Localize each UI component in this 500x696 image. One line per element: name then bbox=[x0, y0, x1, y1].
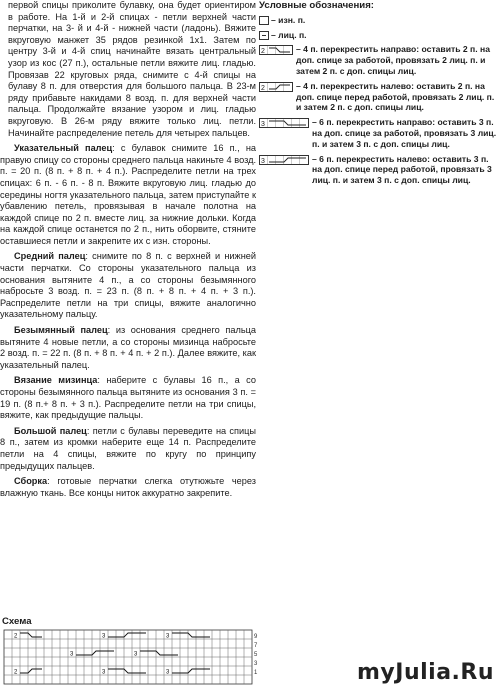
cross-left-4-icon bbox=[259, 82, 293, 92]
empty-cell-icon bbox=[259, 16, 268, 25]
legend-panel bbox=[259, 0, 500, 190]
chart-grid bbox=[4, 630, 252, 684]
legend-item-text: – лиц. п. bbox=[271, 29, 307, 40]
cable-cross-label: 2 bbox=[14, 669, 18, 676]
dash-cell-icon bbox=[259, 31, 268, 40]
section-text: : готовые перчатки слегка отутюжьте через влажную ткань. Все концы ниток аккуратно закрепите. bbox=[0, 476, 256, 498]
instruction-paragraph bbox=[0, 143, 256, 247]
legend-item-text: – изн. п. bbox=[271, 14, 306, 25]
knitting-chart bbox=[2, 628, 260, 694]
row-number: 7 bbox=[254, 643, 258, 649]
cable-cross-label: 3 bbox=[102, 669, 106, 676]
legend-item bbox=[259, 15, 500, 26]
section-heading: Сборка bbox=[14, 476, 48, 487]
instruction-paragraph bbox=[0, 251, 256, 321]
section-heading: Большой палец bbox=[14, 425, 87, 436]
legend-item bbox=[259, 117, 500, 149]
row-number: 9 bbox=[254, 634, 258, 640]
cable-cross-label: 3 bbox=[102, 633, 106, 640]
instruction-paragraph bbox=[0, 426, 256, 472]
cable-cross-label: 3 bbox=[134, 651, 138, 658]
section-text: : с булавок снимите 16 п., на правую спицу со стороны среднего пальца накиньте 4 возд. п. = 20 п. (8 п. + 8 п. + 4 п.). Распределите петли на трех спицах: 6 п. - 6 п. - 8 п. Вяжите вкруговую лиц. гладью до середины ногтя указательного пальца, затем приступайте к убавлению петель, провязывая в начале полотна на каждой спице по 2 п. вместе лиц. за нижние дольки. Когда на каждой спице останется по 2 п., нить оборвите, стяните оставшиеся петли и закрепите их с изн. стороны. bbox=[0, 143, 256, 246]
legend-title: Условные обозначения: bbox=[259, 0, 374, 11]
instruction-paragraph bbox=[0, 476, 256, 499]
legend-item-text: – 6 п. перекрестить направо: оставить 3 п. на доп. спице за работой, провязать 3 лиц. п. и затем 3 п. с доп. спицы лиц. bbox=[312, 117, 497, 149]
svg-text:3: 3 bbox=[261, 157, 265, 165]
legend-list bbox=[259, 15, 500, 186]
section-heading: Безымянный палец bbox=[14, 325, 108, 336]
legend-item bbox=[259, 81, 500, 113]
cross-right-4-icon bbox=[259, 45, 293, 55]
section-text: : из основания среднего пальца вытяните 4 новые петли, а со стороны мизинца набросьте 2 возд. п. = 22 п. (8 п. + 8 п. + 4 п. + 2 п.). Далее вяжите, как указательный палец. bbox=[0, 325, 256, 370]
legend-item-text: – 4 п. перекрестить направо: оставить 2 п. на доп. спице за работой, провязать 2 лиц. п. и затем 2 п. с доп. спицы лиц. bbox=[296, 44, 490, 76]
instruction-paragraph bbox=[0, 375, 256, 421]
section-heading: Средний палец bbox=[14, 251, 86, 262]
cable-cross-label: 3 bbox=[166, 669, 170, 676]
schema-title: Схема bbox=[2, 616, 32, 627]
row-number: 5 bbox=[254, 652, 258, 658]
cable-cross-label: 3 bbox=[70, 651, 74, 658]
svg-text:2: 2 bbox=[261, 48, 265, 56]
svg-text:3: 3 bbox=[261, 121, 265, 129]
section-text: : наберите с булавы 16 п., а со стороны безымянного пальца вытяните из основания 3 п. = 19 п. (8 п.+ 8 п. + 3 п.). Распределите петли на три спицы, вяжите, как предыдущие пальцы. bbox=[0, 375, 256, 421]
row-number: 3 bbox=[254, 661, 258, 667]
section-heading: Указательный палец bbox=[14, 143, 113, 154]
legend-item bbox=[259, 154, 500, 186]
legend-item bbox=[259, 44, 500, 76]
legend-item bbox=[259, 30, 500, 41]
section-text: : петли с булавы переведите на спицы 8 п., затем из кромки наберите еще 14 п. Распределите петли на 4 спицы, вяжите по кругу по принципу предыдущих пальцев. bbox=[0, 425, 257, 471]
section-text: : снимите по 8 п. с верхней и нижней части перчатки. Со стороны указательного пальца из основания вытяните 4 п., а со стороны безымянного набросьте 3 возд. п. = 23 п. (8 п. + 8 п. + 4 п. + 3 п.). Распределите петли на три спицы, вяжите аналогично указательному пальцу. bbox=[0, 251, 257, 320]
legend-item-text: – 6 п. перекрестить налево: оставить 3 п. на доп. спице перед работой, провязать 3 лиц. п. и затем 3 п. с доп. спицы лиц. bbox=[312, 153, 492, 186]
instruction-paragraph bbox=[0, 325, 256, 371]
section-text: первой спицы приколите булавку, она будет ориентиром в работе. На 1-й и 2-й спицах - петли верхней части перчатки, на 3- й и 4-й - нижней части (ладонь). Вяжите вкруговую манжет 35 рядов резинкой 1х1. Затем по центру 3-й и 4-й спиц начинайте вязать центральный узор из кос (27 п.), остальные петли вяжите лиц. гладью. Провязав 22 круговых ряда, снимите с 4-й спицы на булаву 8 п. для отверстия для большого пальца. В 23-м ряду прибавьте накидами 8 возд. п. для верхней части пальца. Продолжайте вязание узором и лиц. гладью вкруговую. В 26-м ряду вяжите только лиц. петли. Начинайте распределение петель для четырех пальцев. bbox=[8, 0, 256, 138]
site-logo: myJulia.Ru bbox=[357, 660, 494, 685]
section-heading: Вязание мизинца bbox=[14, 375, 98, 386]
instruction-paragraph bbox=[8, 0, 256, 139]
row-number: 1 bbox=[254, 670, 258, 676]
legend-item-text: – 4 п. перекрестить налево: оставить 2 п. на доп. спице перед работой, провязать 2 лиц. п. и затем 2 п. с доп. спицы лиц. bbox=[296, 80, 495, 113]
cable-cross-label: 3 bbox=[166, 633, 170, 640]
svg-text:2: 2 bbox=[261, 84, 265, 92]
instructions-column bbox=[0, 0, 256, 503]
cable-cross-label: 2 bbox=[14, 633, 18, 640]
cross-right-6-icon bbox=[259, 118, 309, 128]
cross-left-6-icon bbox=[259, 155, 309, 165]
